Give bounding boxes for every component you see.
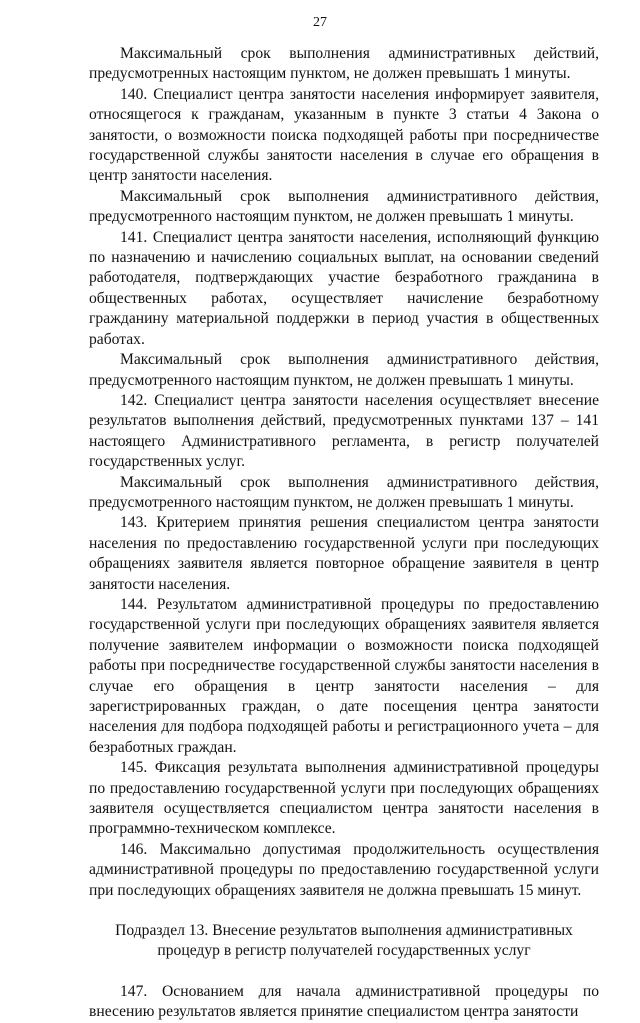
paragraph: Максимальный срок выполнения административного действия, предусмотренного настоящим пунктом, не должен превышать 1 минуты.: [89, 351, 599, 389]
paragraph: 143. Критерием принятия решения специалистом центра занятости населения по предоставлению государственной услуги при последующих обращениях заявителя является повторное обращение заявителя в центр занятости населения.: [89, 514, 599, 593]
paragraph: 146. Максимально допустимая продолжительность осуществления административной процедуры по предоставлению государственной услуги при последующих обращениях заявителя не должна превышать 15 минут.: [89, 840, 599, 899]
paragraph: 147. Основанием для начала административной процедуры по внесению результатов является принятие специалистом центра занятости: [89, 982, 599, 1021]
paragraph: 141. Специалист центра занятости населения, исполняющий функцию по назначению и начислению социальных выплат, на основании сведений работодателя, подтверждающих участие безработного гражданина в общественных работах, осуществляет начисление безработному гражданину материальной поддержки в период участия в общественных работах.: [89, 228, 599, 348]
paragraph: 140. Специалист центра занятости населения информирует заявителя, относящегося к гражданам, указанным в пункте 3 статьи 4 Закона о занятости, о возможности поиска подходящей работы при посредничестве государственной службы занятости населения в случае его обращения в центр занятости населения.: [89, 85, 599, 185]
document-body: [89, 44, 599, 1023]
page-number: 27: [313, 15, 327, 30]
subsection-heading-line: Подраздел 13. Внесение результатов выполнения административных: [115, 922, 573, 940]
subsection-heading-line: процедур в регистр получателей государственных услуг: [157, 942, 531, 960]
paragraph: 145. Фиксация результата выполнения административной процедуры по предоставлению государственной услуги при последующих обращениях заявителя осуществляется специалистом центра занятости населения в программно-техническом комплексе.: [89, 759, 599, 838]
paragraph: 144. Результатом административной процедуры по предоставлению государственной услуги при последующих обращениях заявителя является получение заявителем информации о возможности поиска подходящей работы при посредничестве государственной службы занятости населения в случае его обращения в центр занятости населения – для зарегистрированных граждан, о дате посещения центра занятости населения для подбора подходящей работы и регистрационного учета – для безработных граждан.: [89, 595, 599, 756]
paragraph: 142. Специалист центра занятости населения осуществляет внесение результатов выполнения действий, предусмотренных пунктами 137 – 141 настоящего Административного регламента, в регистр получателей государственных услуг.: [89, 391, 599, 471]
paragraph: Максимальный срок выполнения административного действия, предусмотренного настоящим пунктом, не должен превышать 1 минуты.: [89, 187, 599, 226]
paragraph: Максимальный срок выполнения административного действия, предусмотренного настоящим пунктом, не должен превышать 1 минуты.: [89, 473, 599, 511]
subsection-heading: [89, 921, 599, 962]
paragraph: Максимальный срок выполнения административных действий, предусмотренных настоящим пунктом, не должен превышать 1 минуты.: [89, 45, 599, 83]
